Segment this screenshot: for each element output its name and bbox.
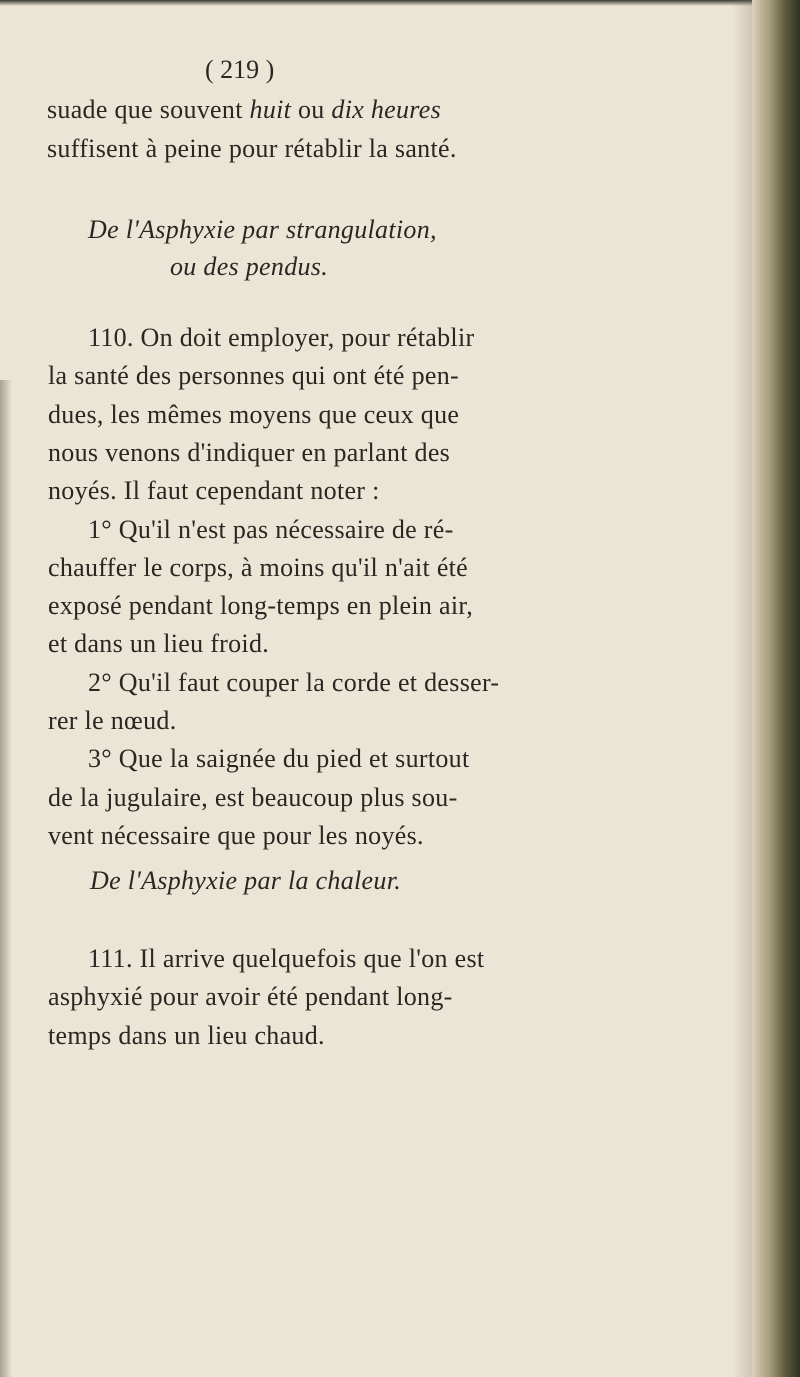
- text-line: 110. On doit employer, pour rétablir: [88, 323, 475, 352]
- italic-span: dix heures: [331, 95, 442, 124]
- page-number: ( 219 ): [205, 55, 275, 84]
- text-span: ou: [291, 95, 332, 124]
- text-line: 2° Qu'il faut couper la corde et desser-: [88, 667, 500, 697]
- text-line: la santé des personnes qui ont été pen-: [48, 361, 459, 391]
- text-line: de la jugulaire, est beaucoup plus sou-: [48, 782, 458, 812]
- text-line: nous venons d'indiquer en parlant des: [48, 437, 451, 467]
- section-heading-cont: ou des pendus.: [170, 252, 329, 281]
- text-line: vent nécessaire que pour les noyés.: [48, 820, 424, 850]
- book-binding: [752, 0, 800, 1377]
- text-line: 1° Qu'il n'est pas nécessaire de ré-: [88, 514, 454, 544]
- text-line: suffisent à peine pour rétablir la santé.: [47, 134, 457, 163]
- binding-shadow: [732, 0, 752, 1377]
- text-line: 3° Que la saignée du pied et surtout: [88, 744, 470, 774]
- text-line: dues, les mêmes moyens que ceux que: [48, 399, 460, 429]
- text-line: noyés. Il faut cependant noter :: [48, 476, 380, 506]
- section-heading: De l'Asphyxie par la chaleur.: [90, 866, 402, 895]
- text-line: 111. Il arrive quelquefois que l'on est: [88, 944, 485, 973]
- text-line: asphyxié pour avoir été pendant long-: [48, 982, 453, 1012]
- text-line: rer le nœud.: [48, 706, 177, 735]
- text-line: chauffer le corps, à moins qu'il n'ait été: [48, 552, 469, 582]
- page-left-edge: [0, 380, 12, 1377]
- section-heading: De l'Asphyxie par strangulation,: [88, 215, 437, 244]
- text-line: et dans un lieu froid.: [48, 629, 270, 659]
- text-line: temps dans un lieu chaud.: [48, 1020, 325, 1050]
- text-line: exposé pendant long-temps en plein air,: [48, 591, 474, 621]
- text-span: suade que souvent: [47, 95, 250, 124]
- italic-span: huit: [249, 95, 292, 124]
- text-line: [47, 95, 441, 125]
- page-top-edge: [0, 0, 800, 6]
